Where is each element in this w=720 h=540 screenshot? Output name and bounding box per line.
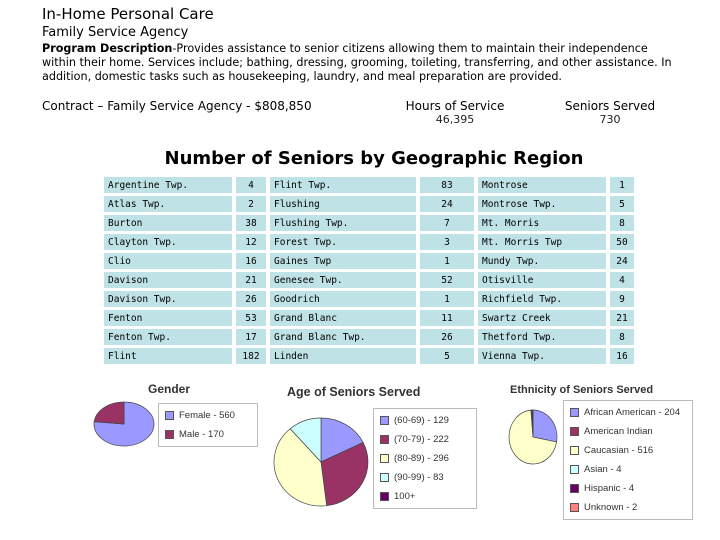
legend-item [380,430,470,449]
legend-swatch [165,411,174,420]
region-count: 21 [610,310,634,326]
region-name: Flint Twp. [270,177,416,193]
region-table [104,174,634,367]
region-count: 7 [420,215,474,231]
region-count: 5 [610,196,634,212]
region-name: Gaines Twp [270,253,416,269]
region-count: 8 [610,329,634,345]
legend-item [570,460,686,479]
region-name: Linden [270,348,416,364]
legend-label: (70-79) - 222 [394,434,449,445]
legend-label: (80-89) - 296 [394,453,449,464]
program-description [42,42,682,84]
legend-swatch [570,446,579,455]
description-text: -Provides assistance to senior citizens allowing them to maintain their independence within their home. Services include; bathing, dressing, grooming, toileting, transferring, and other assistance. In addition, domestic tasks such as housekeeping, laundry, and meal preparation are provided. [42,42,672,83]
region-count: 16 [236,253,266,269]
ethnicity-chart-title: Ethnicity of Seniors Served [510,384,654,396]
region-count: 24 [610,253,634,269]
region-count: 17 [236,329,266,345]
seniors-value: 730 [599,113,621,126]
region-table-title: Number of Seniors by Geographic Region [164,148,584,169]
region-name: Otisville [478,272,606,288]
region-name: Atlas Twp. [104,196,232,212]
legend-swatch [570,503,579,512]
region-count: 3 [420,234,474,250]
contract-line: Contract – Family Service Agency - $808,850 [42,99,312,113]
legend-swatch [380,454,389,463]
region-count: 52 [420,272,474,288]
region-name: Argentine Twp. [104,177,232,193]
region-name: Mt. Morris [478,215,606,231]
region-row [104,291,634,307]
legend-swatch [380,416,389,425]
region-count: 26 [236,291,266,307]
legend-swatch [570,408,579,417]
region-count: 8 [610,215,634,231]
gender-chart-title: Gender [148,382,191,396]
hours-of-service [390,99,520,127]
region-count: 16 [610,348,634,364]
region-name: Fenton Twp. [104,329,232,345]
legend-swatch [165,430,174,439]
region-name: Thetford Twp. [478,329,606,345]
region-count: 11 [420,310,474,326]
region-name: Richfield Twp. [478,291,606,307]
description-label: Program Description [42,42,173,55]
region-name: Vienna Twp. [478,348,606,364]
hours-value: 46,395 [435,113,475,126]
legend-item [380,411,470,430]
legend-label: African American - 204 [584,407,681,418]
legend-label: Unknown - 2 [584,502,638,513]
region-count: 24 [420,196,474,212]
legend-label: Hispanic - 4 [584,483,635,494]
ethnicity-legend [563,400,693,520]
gender-legend [158,403,258,447]
legend-item [380,468,470,487]
region-count: 38 [236,215,266,231]
hours-label: Hours of Service [405,99,505,113]
legend-label: Female - 560 [179,410,235,421]
region-name: Grand Blanc [270,310,416,326]
legend-label: Asian - 4 [584,464,622,475]
ethnicity-pie-chart [507,408,559,466]
legend-item [380,487,470,506]
region-name: Flushing [270,196,416,212]
region-count: 50 [610,234,634,250]
age-legend [373,408,477,509]
region-count: 4 [236,177,266,193]
legend-item [380,449,470,468]
legend-item [165,406,251,425]
region-row [104,215,634,231]
region-row [104,177,634,193]
region-count: 5 [420,348,474,364]
region-count: 83 [420,177,474,193]
region-name: Swartz Creek [478,310,606,326]
legend-item [165,425,251,444]
page-title: In-Home Personal Care [42,5,214,23]
legend-swatch [570,427,579,436]
region-name: Genesee Twp. [270,272,416,288]
region-row [104,329,634,345]
legend-swatch [380,473,389,482]
legend-swatch [380,435,389,444]
region-row [104,272,634,288]
region-name: Clio [104,253,232,269]
legend-label: Male - 170 [179,429,224,440]
region-row [104,234,634,250]
pie-slice [94,402,124,424]
region-name: Montrose [478,177,606,193]
seniors-served [548,99,672,127]
gender-pie-chart [92,400,156,448]
region-name: Davison Twp. [104,291,232,307]
region-name: Forest Twp. [270,234,416,250]
region-row [104,253,634,269]
region-name: Montrose Twp. [478,196,606,212]
region-count: 9 [610,291,634,307]
region-name: Goodrich [270,291,416,307]
legend-item [570,441,686,460]
legend-label: (90-99) - 83 [394,472,444,483]
pie-slice [533,410,557,442]
age-pie-chart [272,416,370,508]
agency-name: Family Service Agency [42,25,189,40]
region-name: Flushing Twp. [270,215,416,231]
region-count: 182 [236,348,266,364]
region-count: 4 [610,272,634,288]
legend-swatch [570,484,579,493]
legend-swatch [570,465,579,474]
legend-item [570,403,686,422]
region-count: 26 [420,329,474,345]
region-name: Clayton Twp. [104,234,232,250]
region-count: 1 [420,253,474,269]
legend-item [570,422,686,441]
age-chart-title: Age of Seniors Served [287,385,421,399]
region-count: 1 [610,177,634,193]
region-row [104,196,634,212]
region-row [104,310,634,326]
legend-label: (60-69) - 129 [394,415,449,426]
legend-item [570,479,686,498]
region-name: Burton [104,215,232,231]
legend-label: American Indian [584,426,653,437]
region-count: 2 [236,196,266,212]
legend-label: Caucasian - 516 [584,445,654,456]
region-count: 53 [236,310,266,326]
legend-label: 100+ [394,491,416,502]
region-name: Mundy Twp. [478,253,606,269]
region-count: 12 [236,234,266,250]
region-name: Fenton [104,310,232,326]
region-count: 1 [420,291,474,307]
region-name: Davison [104,272,232,288]
legend-item [570,498,686,517]
region-name: Mt. Morris Twp [478,234,606,250]
region-count: 21 [236,272,266,288]
region-name: Grand Blanc Twp. [270,329,416,345]
region-name: Flint [104,348,232,364]
legend-swatch [380,492,389,501]
region-row [104,348,634,364]
seniors-label: Seniors Served [564,99,656,113]
